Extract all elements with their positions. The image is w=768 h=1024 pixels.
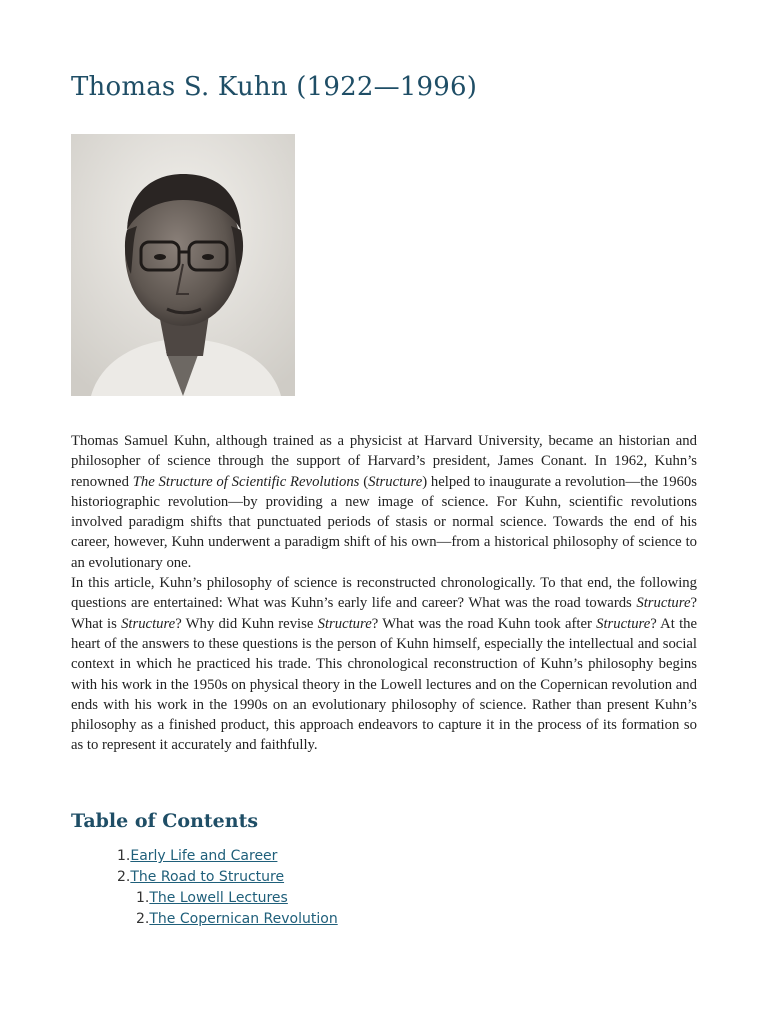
toc-link-lowell-lectures[interactable]: The Lowell Lectures — [149, 890, 288, 906]
toc-item-road-to-structure: 2.The Road to Structure — [117, 869, 285, 885]
toc-item-copernican-revolution: 2.The Copernican Revolution — [136, 911, 338, 927]
page-title: Thomas S. Kuhn (1922—1996) — [71, 72, 478, 102]
article-scope-paragraph: In this article, Kuhn’s philosophy of science is reconstructed chronologically. To that end, the following questions are entertained: What was Kuhn’s early life and career? What was the road towards Structure? What is Structure? Why did Kuhn revise Structure? What was the road Kuhn took after Structure? At the heart of the answers to these questions is the person of Kuhn himself, especially the intellectual and social context in which he practiced his trade. This chronological reconstruction of Kuhn’s philosophy begins with his work in the 1950s on physical theory in the Lowell lectures and on the Copernican revolution and ends with his work in the 1990s on an evolutionary philosophy of science. Rather than present Kuhn’s philosophy as a finished product, this approach endeavors to capture it in the process of its formation so as to represent it accurately and faithfully. — [71, 575, 698, 754]
toc-item-lowell-lectures: 1.The Lowell Lectures — [136, 890, 288, 906]
article-body — [71, 431, 697, 756]
toc-link-early-life[interactable]: Early Life and Career — [130, 848, 278, 864]
toc-link-road-to-structure[interactable]: The Road to Structure — [130, 869, 285, 885]
portrait-photo — [71, 134, 295, 396]
intro-paragraph: Thomas Samuel Kuhn, although trained as a physicist at Harvard University, became an historian and philosopher of science through the support of Harvard’s president, James Conant. In 1962, Kuhn’s renowned The Structure of Scientific Revolutions (Structure) helped to inaugurate a revolution—the 1960s historiographic revolution—by providing a new image of science. For Kuhn, scientific revolutions involved paradigm shifts that punctuated periods of stasis or normal science. Towards the end of his career, however, Kuhn underwent a paradigm shift of his own—from a historical philosophy of science to an evolutionary one. — [71, 433, 697, 571]
toc-item-early-life: 1.Early Life and Career — [117, 848, 278, 864]
portrait-photo-icon — [71, 134, 295, 396]
toc-heading: Table of Contents — [71, 810, 259, 832]
toc-link-copernican-revolution[interactable]: The Copernican Revolution — [149, 911, 338, 927]
